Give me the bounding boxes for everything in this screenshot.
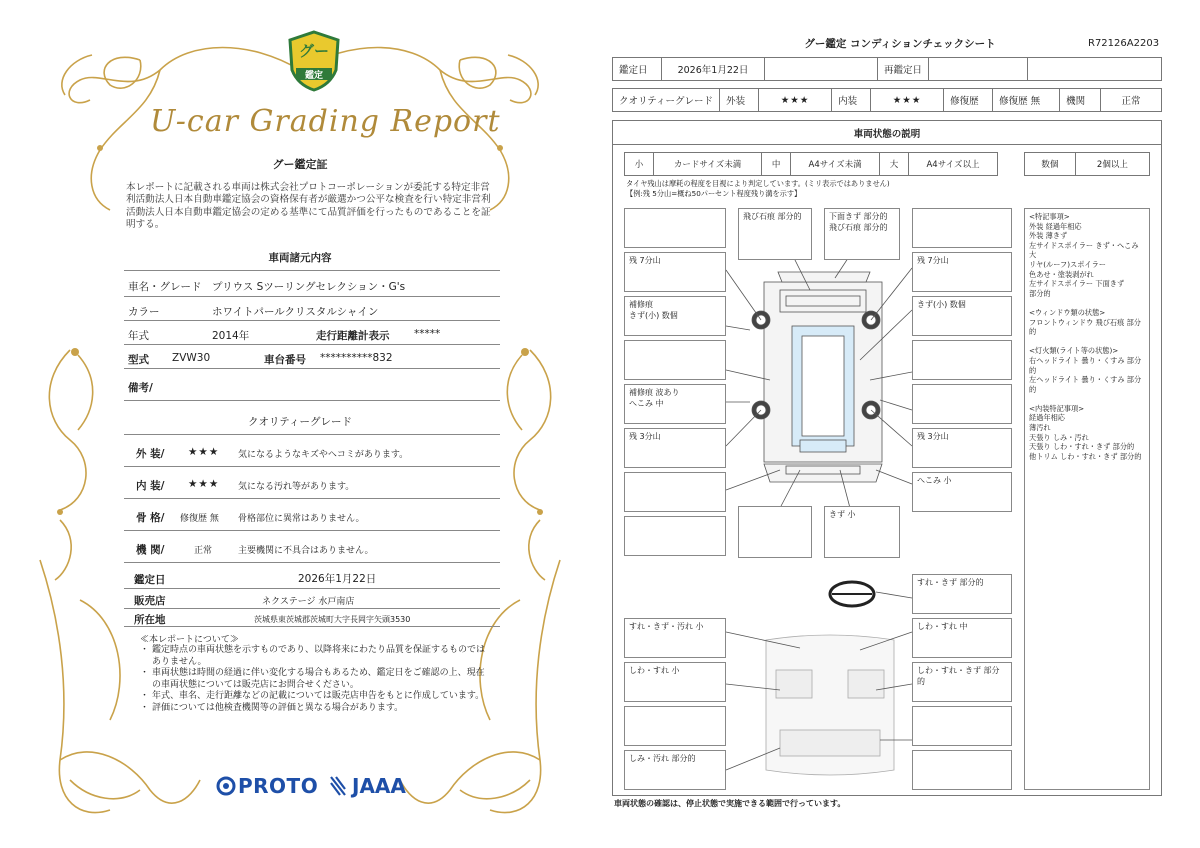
callout-text: きず 小 [829,510,856,519]
callout-text: へこみ 中 [629,399,664,408]
grade-label: クオリティーグレード [613,89,720,112]
remarks-line: 他トリム しわ・すれ・きず 部分的 [1029,451,1142,461]
tire-note-example: 【例:残 5分山=概ね50パーセント程度残り溝を示す】 [626,189,802,198]
remarks-line: 左ヘッドライト 曇り・くすみ 部分的 [1029,375,1142,394]
remarks-line: 色あせ・塗装剥がれ [1029,269,1094,279]
remarks-line: <灯火類(ライト等の状態)> [1029,346,1119,356]
callout-text: 補修痕 波あり [629,388,680,397]
remarks-panel [1024,208,1150,790]
callout-box [624,706,726,746]
callout-box [624,750,726,790]
callout-box [624,428,726,468]
condition-heading: 車両状態の説明 [853,129,921,140]
remarks-line: <特記事項> [1029,212,1070,221]
callout-text: しわ・すれ・きず 部分的 [917,666,1000,686]
proto-mark-icon [216,775,236,797]
engine-value: 正常 [1101,89,1162,112]
callout-text: 飛び石痕 部分的 [743,212,802,221]
legend-small: 小 [625,153,654,176]
note-item: ・ 車両状態は時間の経過に伴い変化する場合もあるため、鑑定日をご確認の上、現在の車両状態については販売店にお問合せください。 [142,668,488,691]
engine-label: 機関 [1060,89,1101,112]
callout-box [624,296,726,336]
proto-logo-text: PROTO [238,774,319,798]
badge-bottom-text: 鑑定 [304,71,323,81]
quality-desc: 骨格部位に異常はありません。 [238,514,365,524]
quality-label: 内 装/ [136,480,165,492]
car-name-label: 車名・グレード [128,281,202,293]
callout-box [912,296,1012,336]
report-script-title: U-car Grading Report [150,104,501,139]
address-label: 所在地 [134,614,166,626]
callout-box [912,252,1012,292]
note-item: ・ 年式、車名、走行距離などの記載については販売店申告をもとに作成しています。 [142,691,488,703]
ext-label: 外装 [720,89,759,112]
callout-box [624,252,726,292]
callout-box [824,208,900,260]
divider [124,562,500,563]
callout-box [738,208,812,260]
callout-box [912,472,1012,512]
quality-value: 修復歴 無 [180,514,219,524]
divider [124,368,500,369]
callout-box [912,208,1012,248]
sheet-title: グー鑑定 コンディションチェックシート [804,38,996,50]
date-label: 鑑定日 [134,574,166,586]
remarks-line: 左サイドスポイラー きず・へこみ 大 [1029,240,1139,260]
remarks-line [1029,298,1145,308]
quality-desc: 気になる汚れ等があります。 [238,482,355,492]
redate-label: 再鑑定日 [878,58,929,81]
divider [124,466,500,467]
model-value: ZVW30 [172,352,211,364]
callout-box [912,618,1012,658]
divider [124,400,500,401]
divider [124,296,500,297]
callout-box [912,706,1012,746]
mileage-value: ***** [414,328,441,340]
remarks-line [1029,337,1145,347]
legend-mid-desc: A4サイズ未満 [791,153,880,176]
model-label: 型式 [128,354,149,366]
year-value: 2014年 [212,330,250,342]
callout-box [912,662,1012,702]
jaaa-mark-icon [328,775,348,797]
remarks-line: 右ヘッドライト 曇り・くすみ 部分的 [1029,355,1142,375]
repair-value: 修復歴 無 [993,89,1060,112]
callout-text: すれ・きず 部分的 [917,578,984,587]
remarks-line: 経過年相応 [1029,413,1065,423]
callout-box [912,750,1012,790]
quality-label: 機 関/ [136,544,165,556]
car-name-value: プリウス Sツーリングセレクション・G's [212,281,406,293]
color-value: ホワイトパールクリスタルシャイン [212,306,379,318]
callout-text: 残 3分山 [917,432,949,441]
date-label: 鑑定日 [613,58,662,81]
callout-text: 残 7分山 [629,256,661,265]
divider [124,498,500,499]
chassis-value: **********832 [320,352,393,364]
legend-large: 大 [880,153,909,176]
notes-list [142,645,488,715]
remarks-line: リヤ(ルーフ)スポイラー [1029,259,1106,269]
quality-value: ★★★ [188,478,220,490]
quality-value: ★★★ [188,446,220,458]
callout-text: きず(小) 数個 [629,311,678,320]
callout-box [624,208,726,248]
callout-text: しわ・すれ 中 [917,622,968,631]
proto-logo [216,772,318,800]
remarks-line: 外装 経過年相応 [1029,221,1082,231]
goo-badge [286,30,342,92]
note-item: ・ 鑑定時点の車両状態を示すものであり、以降将来にわたり品質を保証するものではありません。 [142,645,488,668]
quality-heading: クオリティーグレード [248,416,352,428]
count-value: 2個以上 [1075,153,1149,176]
remarks-line: 天張り しわ・すれ・きず 部分的 [1029,442,1135,452]
repair-label: 修復歴 [944,89,993,112]
quality-desc: 主要機関に不具合はありません。 [238,546,374,556]
callout-text: 残 7分山 [917,256,949,265]
remarks-line [1029,394,1145,404]
int-label: 内装 [832,89,871,112]
note-label: 備考/ [128,382,153,394]
badge-top-text: グー [298,42,329,60]
divider [124,434,500,435]
callout-box [624,516,726,556]
remarks-line: 左サイドスポイラー 下面きず [1029,279,1125,289]
date-value: 2026年1月22日 [298,573,377,585]
divider [124,608,500,609]
address-value: 茨城県東茨城郡茨城町大字長岡字矢頭3530 [254,615,411,624]
jaaa-logo-text: JAAA [352,774,406,798]
callout-text: すれ・きず・汚れ 小 [629,622,704,631]
color-label: カラー [128,306,160,318]
remarks-line: 外装 薄きず [1029,231,1068,241]
chassis-label: 車台番号 [264,354,306,366]
callout-text: きず(小) 数個 [917,300,966,309]
divider [124,344,500,345]
callout-text: 下面きず 部分的 [829,212,888,221]
remarks-line: <内装特記事項> [1029,403,1085,413]
sheet-code: R72126A2203 [1088,38,1160,49]
jaaa-logo [328,772,406,800]
int-value: ★★★ [871,89,944,112]
callout-box [624,340,726,380]
callout-text: 飛び石痕 部分的 [829,223,888,232]
sheet-footer: 車両状態の確認は、停止状態で実施できる範囲で行っています。 [614,799,846,808]
certificate-intro: 本レポートに記載される車両は株式会社プロトコーポレーションが委託する特定非営利活動法人日本自動車鑑定協会の資格保有者が厳選かつ公平な検査を行い特定非営利活動法人日本自動車鑑定協会の定める基準にて品質評価を行ったものであることを証明する。 [126,182,491,231]
year-label: 年式 [128,330,149,342]
callout-box [912,574,1012,614]
callout-text: しわ・すれ 小 [629,666,680,675]
quality-value: 正常 [194,546,213,556]
callout-box [912,340,1012,380]
count-label: 数個 [1025,153,1076,176]
divider [124,270,500,271]
quality-label: 外 装/ [136,448,165,460]
condition-check-sheet [600,0,1200,848]
remarks-line: 部分的 [1029,288,1051,298]
callout-box [624,618,726,658]
note-item: ・ 評価については他検査機関等の評価と異なる場合があります。 [142,703,488,715]
date-value: 2026年1月22日 [662,58,765,81]
callout-box [824,506,900,558]
remarks-line: フロントウィンドウ 飛び石痕 部分的 [1029,317,1141,337]
callout-text: しみ・汚れ 部分的 [629,754,696,763]
legend-mid: 中 [762,153,791,176]
dealer-label: 販売店 [134,595,166,607]
dealer-value: ネクステージ 水戸南店 [262,597,355,607]
quality-label: 骨 格/ [136,512,165,524]
divider [124,320,500,321]
remarks-line: 天張り しみ・汚れ [1029,432,1089,442]
callout-box [624,662,726,702]
divider [124,626,500,627]
callout-text: 残 3分山 [629,432,661,441]
divider [124,588,500,589]
certificate-heading: グー鑑定証 [272,158,328,171]
callout-box [912,428,1012,468]
callout-box [624,472,726,512]
quality-desc: 気になるようなキズやヘコミがあります。 [238,450,409,460]
legend-large-desc: A4サイズ以上 [909,153,998,176]
callout-text: 補修痕 [629,300,653,309]
spec-heading: 車両諸元内容 [268,252,332,264]
callout-box [738,506,812,558]
notes-heading: ≪本レポートについて≫ [140,635,239,645]
callout-box [912,384,1012,424]
tire-note: タイヤ残山は摩耗の程度を目視により判定しています。(ミリ表示ではありません) [626,179,890,188]
callout-text: へこみ 小 [917,476,952,485]
legend-small-desc: カードサイズ未満 [653,153,761,176]
ext-value: ★★★ [759,89,832,112]
remarks-line: 薄汚れ [1029,423,1051,433]
callout-box [624,384,726,424]
divider [124,530,500,531]
mileage-label: 走行距離計表示 [316,330,390,342]
remarks-line: <ウィンドウ類の状態> [1029,307,1106,317]
